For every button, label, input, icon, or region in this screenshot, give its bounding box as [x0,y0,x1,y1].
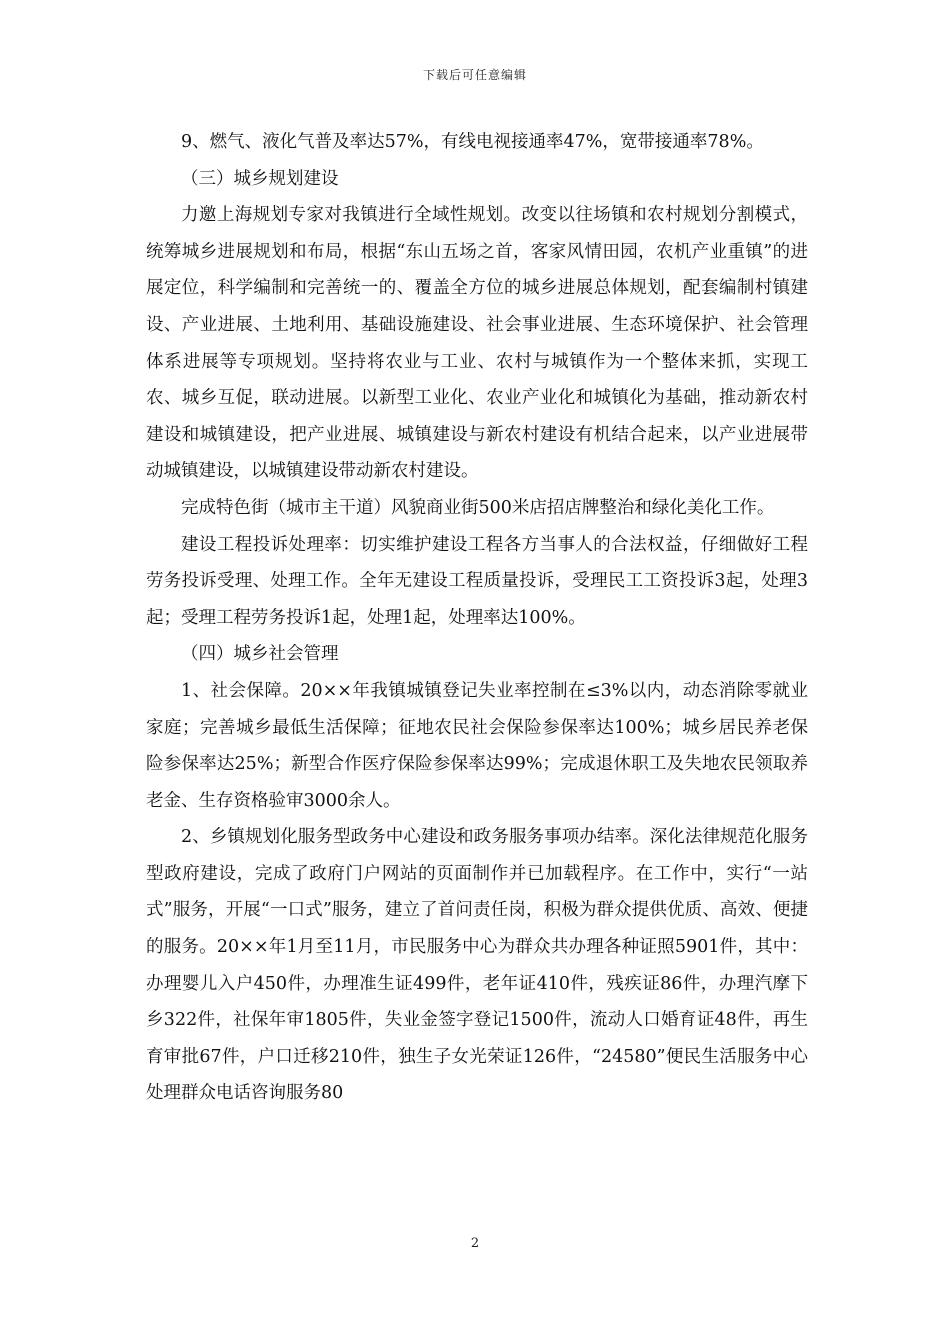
paragraph-social-security: 1、社会保障。20××年我镇城镇登记失业率控制在≤3%以内，动态消除零就业家庭；完善城乡最低生活保障；征地农民社会保险参保率达100%；城乡居民养老保险参保率达25%；新型合作医疗保险参保率达99%；完成退休职工及失地农民领取养老金、生存资格验审3000余人。 [146,680,808,811]
paragraph-gas-coverage: 9、燃气、液化气普及率达57%，有线电视接通率47%，宽带接通率78%。 [181,132,764,152]
section-heading-urban-rural-planning: （三）城乡规划建设 [181,168,339,189]
paragraph-street-renovation: 完成特色街（城市主干道）风貌商业街500米店招店牌整治和绿化美化工作。 [181,497,775,518]
page-header: 下载后可任意编辑 [422,68,527,82]
paragraph-government-service: 2、乡镇规划化服务型政务中心建设和政务服务事项办结率。深化法律规范化服务型政府建设，完成了政府门户网站的页面制作并已加载程序。在工作中，实行“一站式”服务，开展“一口式”服务，建立了首问责任岗，积极为群众提供优质、高效、便捷的服务。20××年1月至11月，市民服务中心为群众共办理各种证照5901件，其中：办理婴儿入户450件，办理准生证499件，老年证410件，残疾证86件，办理汽摩下乡322件，社保年审1805件，失业金签字登记1500件，流动人口婚育证48件，再生育审批67件，户口迁移210件，独生子女光荣证126件，“24580”便民生活服务中心处理群众电话咨询服务80 [146,827,808,1104]
document-body [146,124,808,1112]
paragraph-planning: 力邀上海规划专家对我镇进行全域性规划。改变以往场镇和农村规划分割模式，统筹城乡进展规划和布局，根据“东山五场之首，客家风情田园，农机产业重镇”的进展定位，科学编制和完善统一的、覆盖全方位的城乡进展总体规划，配套编制村镇建设、产业进展、土地利用、基础设施建设、社会事业进展、生态环境保护、社会管理体系进展等专项规划。坚持将农业与工业、农村与城镇作为一个整体来抓，实现工农、城乡互促，联动进展。以新型工业化、农业产业化和城镇化为基础，推动新农村建设和城镇建设，把产业进展、城镇建设与新农村建设有机结合起来，以产业进展带动城镇建设，以城镇建设带动新农村建设。 [146,205,808,482]
page-number: 2 [470,1236,480,1251]
section-heading-social-management: （四）城乡社会管理 [181,644,339,665]
paragraph-complaint-handling: 建设工程投诉处理率：切实维护建设工程各方当事人的合法权益，仔细做好工程劳务投诉受理、处理工作。全年无建设工程质量投诉，受理民工工资投诉3起，处理3起；受理工程劳务投诉1起，处理1起，处理率达100%。 [146,534,808,628]
